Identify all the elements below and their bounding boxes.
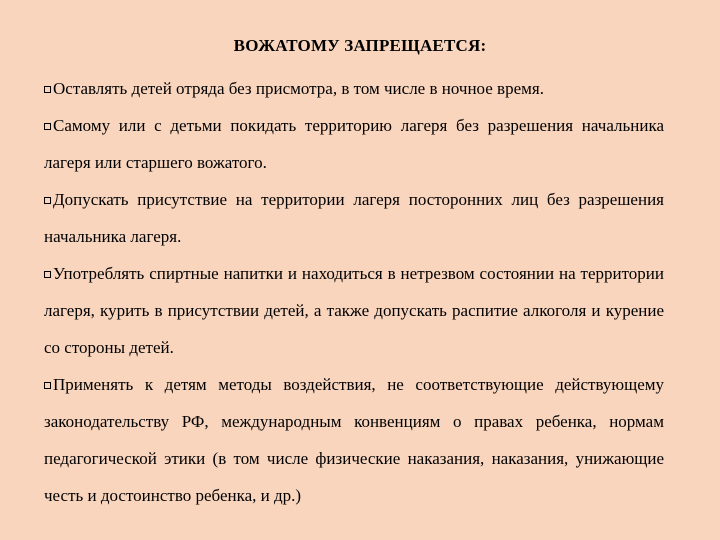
rule-text: Допускать присутствие на территории лагеря посторонних лиц без разрешения начальника лагеря.	[44, 190, 664, 246]
square-bullet-icon	[44, 197, 51, 204]
square-bullet-icon	[44, 86, 51, 93]
square-bullet-icon	[44, 271, 51, 278]
rule-text: Применять к детям методы воздействия, не соответствующие действующему законодательству РФ, международным конвенциям о правах ребенка, нормам педагогической этики (в том числе физические наказания, наказания, унижающие честь и достоинство ребенка, и др.)	[44, 375, 664, 505]
rule-text: Самому или с детьми покидать территорию лагеря без разрешения начальника лагеря или старшего вожатого.	[44, 116, 664, 172]
rule-text: Употреблять спиртные напитки и находиться в нетрезвом состоянии на территории лагеря, курить в присутствии детей, а также допускать распитие алкоголя и курение со стороны детей.	[44, 264, 664, 357]
square-bullet-icon	[44, 382, 51, 389]
rule-item	[44, 366, 664, 514]
square-bullet-icon	[44, 123, 51, 130]
rule-item	[44, 181, 664, 255]
rules-list	[44, 70, 664, 514]
rule-item	[44, 70, 664, 107]
rule-item	[44, 255, 664, 366]
rule-item	[44, 107, 664, 181]
slide-title: ВОЖАТОМУ ЗАПРЕЩАЕТСЯ:	[233, 36, 487, 55]
rule-text: Оставлять детей отряда без присмотра, в том числе в ночное время.	[53, 79, 544, 98]
